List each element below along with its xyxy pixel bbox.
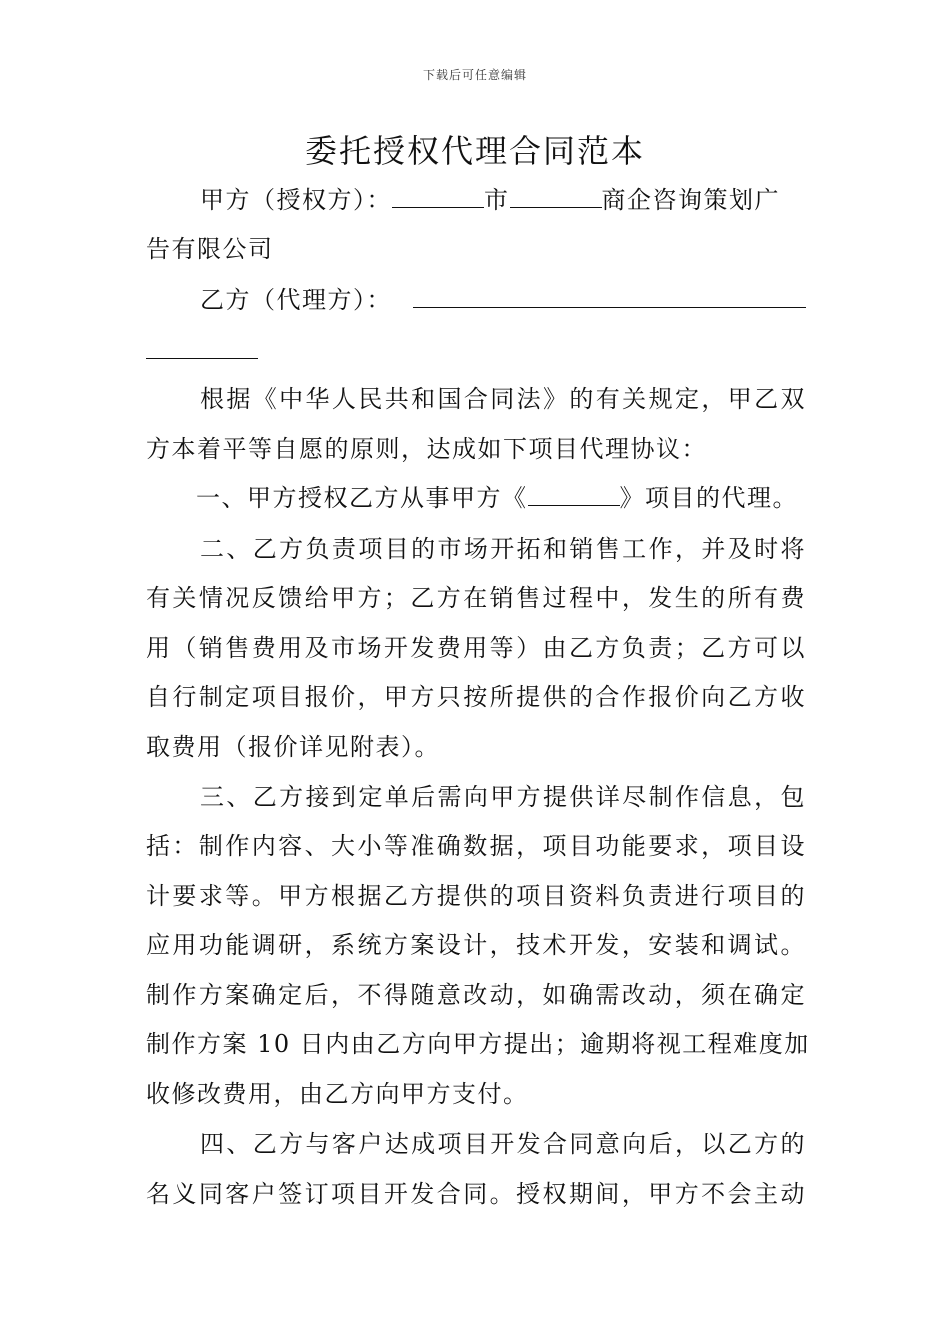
- clause-3-line-6: 制作方案 10 日内由乙方向甲方提出；逾期将视工程难度加: [146, 1030, 810, 1058]
- city-blank: [392, 185, 484, 208]
- clause-1-after: 》项目的代理。: [619, 484, 798, 512]
- party-b-name-blank: [413, 307, 806, 308]
- clause-1-line: [196, 482, 806, 514]
- intro-line-2: 方本着平等自愿的原则，达成如下项目代理协议：: [146, 435, 707, 463]
- clause-2-line-4: 自行制定项目报价，甲方只按所提供的合作报价向乙方收: [146, 683, 806, 711]
- party-b-name-blank-cont: [146, 358, 258, 359]
- clause-2-line-2: 有关情况反馈给甲方；乙方在销售过程中，发生的所有费: [146, 584, 806, 612]
- party-b-prefix: 乙方（代理方）：: [200, 286, 392, 314]
- clause-3-line-2: 括：制作内容、大小等准确数据，项目功能要求，项目设: [146, 832, 806, 860]
- clause-3-line-7: 收修改费用，由乙方向甲方支付。: [146, 1080, 529, 1108]
- clause-3-line-3: 计要求等。甲方根据乙方提供的项目资料负责进行项目的: [146, 882, 806, 910]
- clause-3-line-5: 制作方案确定后，不得随意改动，如确需改动，须在确定: [146, 981, 806, 1009]
- clause-1-before: 一、甲方授权乙方从事甲方《: [196, 484, 528, 512]
- clause-2-line-3: 用（销售费用及市场开发费用等）由乙方负责；乙方可以: [146, 634, 806, 662]
- clause-2-line-5: 取费用（报价详见附表）。: [146, 733, 440, 761]
- party-b-line: [200, 284, 806, 316]
- intro-line-1: 根据《中华人民共和国合同法》的有关规定，甲乙双: [200, 385, 806, 413]
- company-suffix-line1: 商企咨询策划广: [601, 186, 780, 214]
- project-name-blank: [528, 483, 620, 506]
- party-a-line: [200, 184, 806, 216]
- company-name-blank: [510, 185, 602, 208]
- clause-4-line-1: 四、乙方与客户达成项目开发合同意向后，以乙方的: [200, 1130, 806, 1158]
- city-suffix: 市: [484, 186, 510, 214]
- clause-3-line-4: 应用功能调研，系统方案设计，技术开发，安装和调试。: [146, 931, 806, 959]
- clause-2-line-1: 二、乙方负责项目的市场开拓和销售工作，并及时将: [200, 535, 806, 563]
- clause-4-line-2: 名义同客户签订项目开发合同。授权期间，甲方不会主动: [146, 1180, 806, 1208]
- header-note: 下载后可任意编辑: [422, 68, 527, 82]
- clause-3-line-1: 三、乙方接到定单后需向甲方提供详尽制作信息，包: [200, 783, 806, 811]
- company-suffix-line2: 告有限公司: [146, 235, 274, 263]
- party-a-prefix: 甲方（授权方）：: [200, 186, 392, 214]
- document-title: 委托授权代理合同范本: [304, 132, 645, 170]
